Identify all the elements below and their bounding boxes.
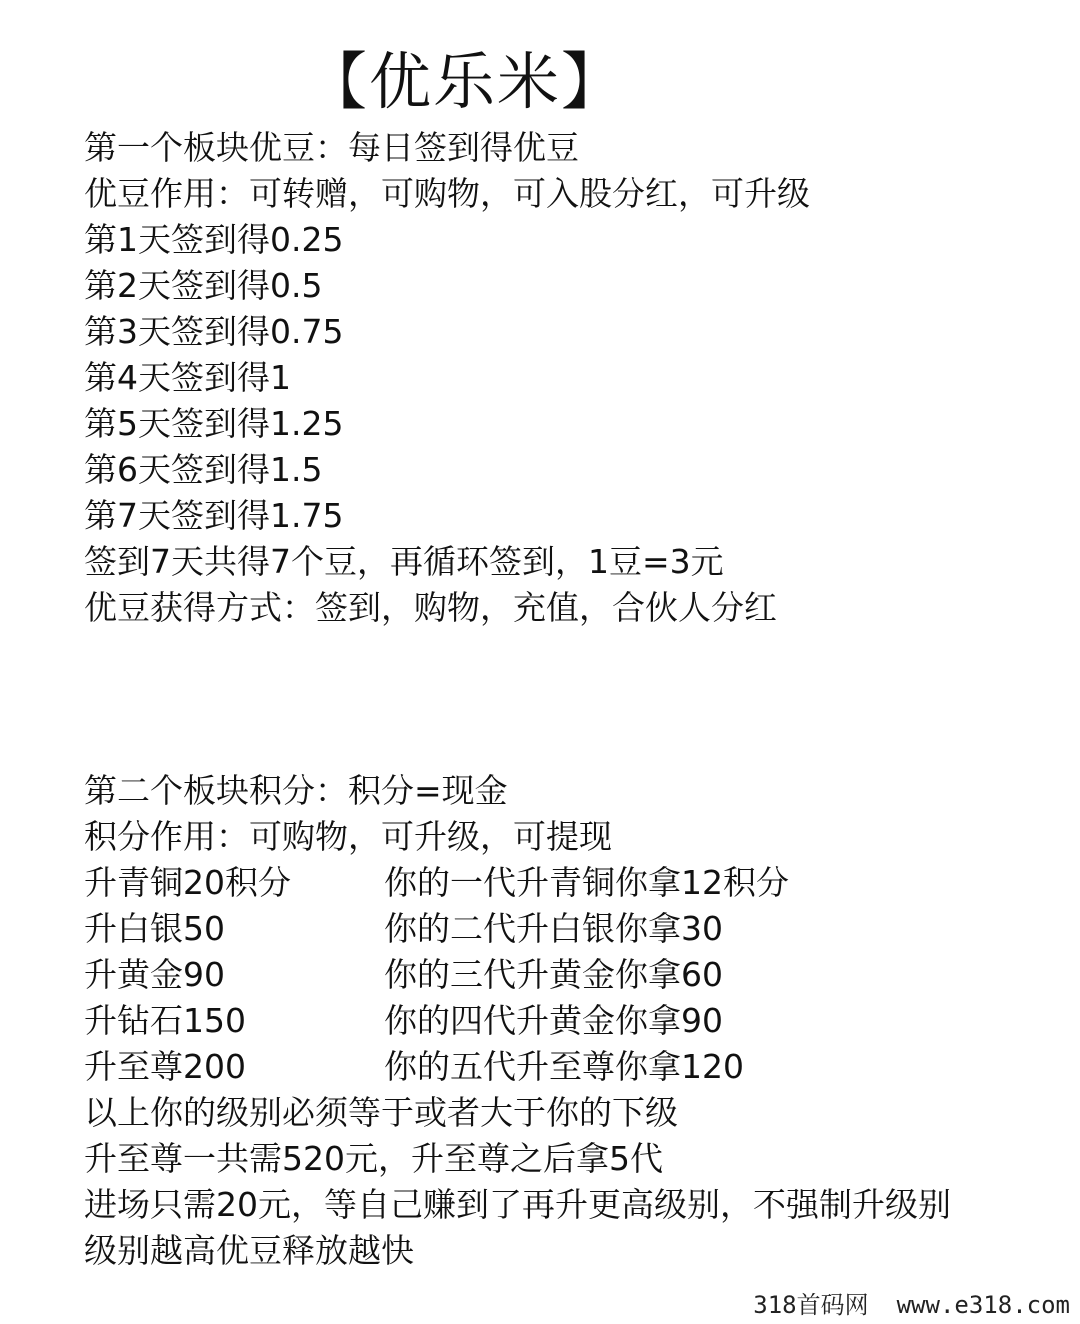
page-title: 【优乐米】 bbox=[305, 45, 626, 118]
section-points bbox=[84, 768, 951, 1274]
level-row bbox=[84, 1044, 951, 1090]
text-line: 签到7天共得7个豆，再循环签到，1豆=3元 bbox=[84, 542, 724, 581]
text-line: 级别越高优豆释放越快 bbox=[84, 1231, 414, 1270]
level-upgrade: 升钻石150 bbox=[84, 1001, 246, 1040]
text-line: 积分作用：可购物，可升级，可提现 bbox=[84, 817, 612, 856]
text-line: 升至尊一共需520元，升至尊之后拿5代 bbox=[84, 1139, 663, 1178]
watermark-name: 318首码网 bbox=[753, 1291, 869, 1319]
checkin-day-7: 第7天签到得1.75 bbox=[84, 496, 344, 535]
level-row bbox=[84, 998, 951, 1044]
text-line: 进场只需20元，等自己赚到了再升更高级别，不强制升级别 bbox=[84, 1185, 951, 1224]
level-upgrade: 升黄金90 bbox=[84, 955, 225, 994]
text-line: 以上你的级别必须等于或者大于你的下级 bbox=[84, 1093, 678, 1132]
section-youdou bbox=[84, 125, 810, 631]
level-upgrade: 升至尊200 bbox=[84, 1047, 246, 1086]
text-line: 优豆作用：可转赠，可购物，可入股分红，可升级 bbox=[84, 174, 810, 213]
checkin-day-6: 第6天签到得1.5 bbox=[84, 450, 323, 489]
level-row bbox=[84, 860, 951, 906]
checkin-day-1: 第1天签到得0.25 bbox=[84, 220, 344, 259]
level-reward: 你的五代升至尊你拿120 bbox=[384, 1047, 744, 1086]
checkin-day-5: 第5天签到得1.25 bbox=[84, 404, 344, 443]
level-reward: 你的一代升青铜你拿12积分 bbox=[384, 863, 789, 902]
watermark bbox=[753, 1290, 1070, 1320]
level-row bbox=[84, 906, 951, 952]
level-reward: 你的二代升白银你拿30 bbox=[384, 909, 723, 948]
text-line: 优豆获得方式：签到，购物，充值，合伙人分红 bbox=[84, 588, 777, 627]
level-upgrade: 升青铜20积分 bbox=[84, 863, 291, 902]
level-row bbox=[84, 952, 951, 998]
section-heading: 第二个板块积分：积分=现金 bbox=[84, 771, 508, 810]
watermark-url: www.e318.com bbox=[896, 1291, 1070, 1319]
section-heading: 第一个板块优豆：每日签到得优豆 bbox=[84, 128, 579, 167]
level-reward: 你的四代升黄金你拿90 bbox=[384, 1001, 723, 1040]
checkin-day-4: 第4天签到得1 bbox=[84, 358, 291, 397]
checkin-day-2: 第2天签到得0.5 bbox=[84, 266, 323, 305]
level-reward: 你的三代升黄金你拿60 bbox=[384, 955, 723, 994]
level-upgrade: 升白银50 bbox=[84, 909, 225, 948]
checkin-day-3: 第3天签到得0.75 bbox=[84, 312, 344, 351]
